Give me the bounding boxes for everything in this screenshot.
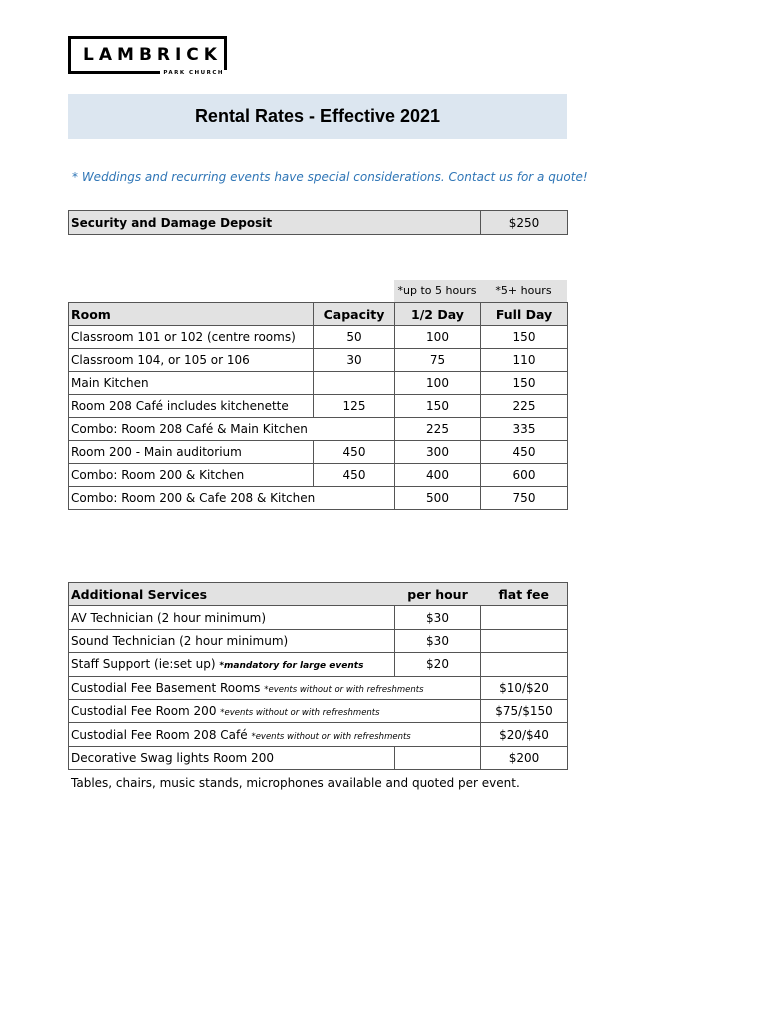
- service-label: Staff Support (ie:set up): [71, 657, 216, 672]
- room-name: Main Kitchen: [69, 372, 314, 395]
- room-half-day-rate: 400: [395, 464, 481, 487]
- header-half-day: 1/2 Day: [395, 303, 481, 326]
- service-flat-fee: $20/$40: [481, 723, 568, 746]
- deposit-value: $250: [481, 211, 568, 235]
- table-row: [69, 676, 568, 699]
- footer-note: Tables, chairs, music stands, microphones available and quoted per event.: [71, 776, 520, 790]
- header-per-hour: per hour: [395, 583, 481, 606]
- table-row: [69, 372, 568, 395]
- room-rates-table: [68, 302, 568, 510]
- table-row: [69, 487, 568, 510]
- service-name: [69, 699, 481, 722]
- service-note: *events without or with refreshments: [251, 731, 411, 742]
- room-name: Classroom 101 or 102 (centre rooms): [69, 326, 314, 349]
- service-name: [69, 676, 481, 699]
- service-flat-fee: $200: [481, 746, 568, 769]
- service-flat-fee: [481, 653, 568, 676]
- room-name: Combo: Room 200 & Cafe 208 & Kitchen: [69, 487, 395, 510]
- service-label: Custodial Fee Room 200: [71, 704, 217, 719]
- room-capacity: 125: [314, 395, 395, 418]
- service-flat-fee: $75/$150: [481, 699, 568, 722]
- service-flat-fee: $10/$20: [481, 676, 568, 699]
- room-half-day-rate: 150: [395, 395, 481, 418]
- service-name: [69, 723, 481, 746]
- room-full-day-rate: 150: [481, 372, 568, 395]
- service-label: Custodial Fee Basement Rooms: [71, 680, 261, 695]
- church-logo: [68, 36, 231, 78]
- table-row: [69, 653, 568, 676]
- room-half-day-rate: 75: [395, 349, 481, 372]
- deposit-row: [69, 211, 568, 235]
- table-row: [69, 606, 568, 629]
- room-name: Combo: Room 200 & Kitchen: [69, 464, 314, 487]
- table-row: [69, 629, 568, 652]
- table-row: [69, 326, 568, 349]
- additional-services-table: [68, 582, 568, 770]
- table-row: [69, 464, 568, 487]
- service-note: *events without or with refreshments: [220, 708, 380, 719]
- services-header: [69, 583, 568, 606]
- service-name: [69, 653, 395, 676]
- service-flat-fee: [481, 606, 568, 629]
- room-full-day-rate: 110: [481, 349, 568, 372]
- service-name: [69, 629, 395, 652]
- header-room: Room: [69, 303, 314, 326]
- room-rates-header: [69, 303, 568, 326]
- service-name: [69, 746, 395, 769]
- room-half-day-rate: 100: [395, 326, 481, 349]
- service-per-hour: [395, 746, 481, 769]
- room-name: Classroom 104, or 105 or 106: [69, 349, 314, 372]
- page-title: Rental Rates - Effective 2021: [194, 106, 441, 126]
- room-full-day-rate: 335: [481, 418, 568, 441]
- logo-subtitle: PARK CHURCH: [160, 70, 227, 76]
- room-half-day-rate: 300: [395, 441, 481, 464]
- room-name: Room 200 - Main auditorium: [69, 441, 314, 464]
- half-day-tier-label: *up to 5 hours: [394, 280, 480, 302]
- deposit-label: Security and Damage Deposit: [69, 211, 481, 235]
- room-capacity: 450: [314, 464, 395, 487]
- room-half-day-rate: 100: [395, 372, 481, 395]
- title-band: [68, 94, 567, 139]
- room-capacity: 450: [314, 441, 395, 464]
- service-label: Sound Technician (2 hour minimum): [71, 633, 289, 648]
- header-full-day: Full Day: [481, 303, 568, 326]
- room-capacity: 30: [314, 349, 395, 372]
- table-row: [69, 441, 568, 464]
- table-row: [69, 349, 568, 372]
- service-per-hour: $30: [395, 606, 481, 629]
- room-capacity: 50: [314, 326, 395, 349]
- room-half-day-rate: 500: [395, 487, 481, 510]
- header-flat-fee: flat fee: [481, 583, 568, 606]
- deposit-table: [68, 210, 568, 235]
- special-considerations-note: * Weddings and recurring events have special considerations. Contact us for a quote!: [72, 170, 588, 184]
- header-capacity: Capacity: [314, 303, 395, 326]
- table-row: [69, 723, 568, 746]
- full-day-tier-label: *5+ hours: [480, 280, 567, 302]
- service-label: AV Technician (2 hour minimum): [71, 610, 267, 625]
- table-row: [69, 395, 568, 418]
- service-label: Decorative Swag lights Room 200: [71, 750, 274, 765]
- room-name: Room 208 Café includes kitchenette: [69, 395, 314, 418]
- table-row: [69, 746, 568, 769]
- room-full-day-rate: 750: [481, 487, 568, 510]
- room-full-day-rate: 150: [481, 326, 568, 349]
- room-capacity: [314, 372, 395, 395]
- header-service: Additional Services: [69, 583, 395, 606]
- room-full-day-rate: 225: [481, 395, 568, 418]
- service-note: *events without or with refreshments: [264, 684, 424, 695]
- logo-wordmark: LAMBRICK: [83, 45, 222, 65]
- service-per-hour: $30: [395, 629, 481, 652]
- service-name: [69, 606, 395, 629]
- room-full-day-rate: 450: [481, 441, 568, 464]
- logo-frame: [68, 36, 227, 74]
- room-full-day-rate: 600: [481, 464, 568, 487]
- service-label: Custodial Fee Room 208 Café: [71, 727, 248, 742]
- service-per-hour: $20: [395, 653, 481, 676]
- room-name: Combo: Room 208 Café & Main Kitchen: [69, 418, 395, 441]
- table-row: [69, 699, 568, 722]
- room-half-day-rate: 225: [395, 418, 481, 441]
- table-row: [69, 418, 568, 441]
- service-note: *mandatory for large events: [219, 661, 364, 672]
- service-flat-fee: [481, 629, 568, 652]
